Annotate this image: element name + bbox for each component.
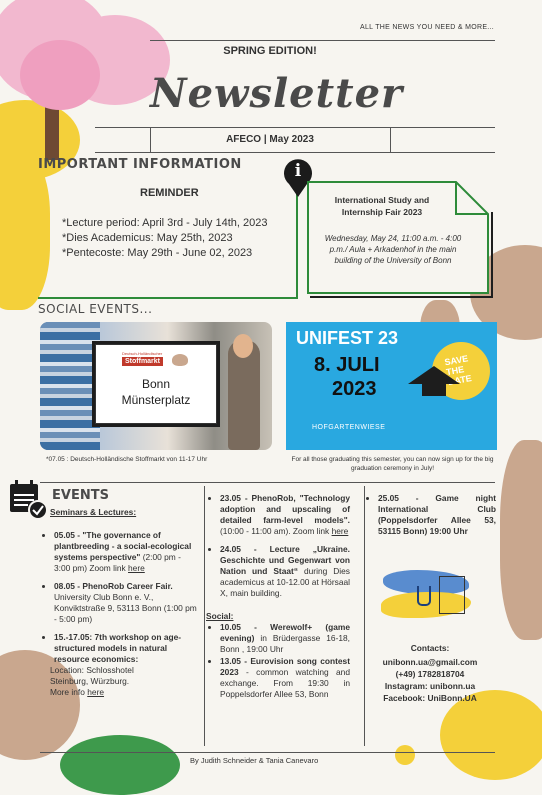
header-rule-top (150, 40, 495, 41)
person-head (233, 334, 253, 358)
header-rule-mid-top (95, 127, 495, 128)
header-rule-mid-bottom (95, 152, 495, 153)
unifest-venue: HOFGARTENWIESE (312, 424, 386, 431)
reminder-title: REMINDER (140, 187, 199, 199)
edition-label: SPRING EDITION! (223, 45, 317, 57)
unifest-date-1: 8. JULI (314, 354, 380, 376)
heart-logo-icon (172, 354, 188, 366)
event-2305: • 23.05 - PhenoRob, "Technology adoption and upscaling of detailed farm-level models". (10:00 - 11:00 am). Zoom link here (220, 493, 350, 537)
event-2505: • 25.05 - Game night International Club (Poppelsdorfer Allee 53, 53115 Bonn) 19:00 Uhr (378, 493, 496, 537)
contacts-heading: Contacts: (410, 643, 450, 653)
unifest-title: UNIFEST 23 (296, 328, 399, 348)
fabric-rolls (40, 322, 100, 450)
events-col-2 (206, 493, 350, 700)
event-1505-location-1: Location: Schlosshotel (50, 665, 134, 675)
ukraine-bonn-logo (377, 562, 477, 630)
contact-facebook: Facebook: UniBonn.UA (383, 693, 477, 703)
event-1305: • 13.05 - Eurovision song contest 2023 - common watching and exchange. From 19:30 in Poppelsdorfer Allee 53, Bonn (220, 656, 350, 700)
event-1005: • 10.05 - Werewolf+ (game evening) in Brüdergasse 16-18, Bonn , 19:00 Uhr (220, 622, 350, 655)
trident-icon (417, 586, 431, 606)
unifest-caption: For all those graduating this semester, you can now sign up for the big graduation ceremony in July! (291, 456, 494, 472)
important-heading: IMPORTANT INFORMATION (38, 157, 242, 172)
issue-label: AFECO | May 2023 (226, 134, 314, 145)
green-hill-bottom (60, 735, 180, 795)
reminder-line-3: *Pentecoste: May 29th - June 02, 2023 (62, 247, 253, 259)
sign-place: Münsterplatz (121, 393, 191, 407)
info-glyph: i (294, 161, 302, 181)
contact-phone: (+49) 1782818704 (395, 669, 465, 679)
fair-body: Wednesday, May 24, 11:00 a.m. - 4:00 p.m./ Aula + Arkadenhof in the main building of the University of Bonn (324, 234, 462, 265)
contacts-block (364, 642, 496, 704)
stoffmarkt-sign (95, 344, 217, 424)
tan-blob-mid-right (500, 440, 542, 640)
badge-text: SAVE THE DATE (443, 353, 473, 388)
unifest-poster (286, 322, 497, 450)
footer-credit: By Judith Schneider & Tania Canevaro (190, 756, 319, 765)
zoom-link-0505[interactable]: here (128, 563, 145, 573)
tagline: ALL THE NEWS YOU NEED & MORE... (360, 24, 495, 31)
events-col-divider-1 (204, 486, 205, 746)
event-1505-more: More info here (50, 687, 105, 697)
seminars-label: Seminars & Lectures: (50, 507, 137, 517)
event-2405: • 24.05 - Lecture „Ukraine. Geschichte und Gegenwart von Nation und Staat“ during Dies academicus at 10-12.00 at Hörsaal X, main building. (220, 544, 350, 599)
building-sketch-icon (439, 576, 465, 614)
fair-card-shadow (310, 296, 493, 298)
header-divider-right (390, 127, 391, 152)
social-heading: SOCIAL EVENTS... (38, 302, 153, 316)
event-1505: • 15.-17.05: 7th workshop on age-structured models in natural resource economics: (54, 632, 198, 665)
event-0805: • 08.05 - PhenoRob Career Fair. University Club Bonn e. V., Konviktstraße 9, 53113 Bonn (1:00 pm - 5:00 pm) (54, 581, 198, 625)
events-col-3 (364, 493, 496, 544)
graduation-cap-base (422, 384, 446, 396)
sign-small-text: Deutsch-Holländischer (122, 351, 163, 356)
yellow-dot-bottom-right (395, 745, 415, 765)
more-info-link[interactable]: here (87, 687, 105, 697)
calendar-check-icon (8, 478, 48, 520)
contact-email: unibonn.ua@gmail.com (382, 657, 478, 667)
reminder-line-2: *Dies Academicus: May 25th, 2023 (62, 232, 233, 244)
event-0505: • 05.05 - "The governance of plantbreeding - a social-ecological systems perspective" (2:00 pm - 3:00 pm) Zoom link here (54, 530, 198, 574)
reminder-line-1: *Lecture period: April 3rd - July 14th, 2023 (62, 217, 268, 229)
events-heading: EVENTS (52, 488, 109, 503)
events-col-1 (40, 530, 198, 698)
fair-card-shadow-right (491, 212, 493, 298)
stoffmarkt-photo (40, 322, 272, 450)
footer-rule (40, 752, 495, 753)
sign-city: Bonn (141, 377, 171, 391)
fair-title: International Study and Internship Fair 2023 (334, 195, 430, 217)
contact-instagram: Instagram: unibonn.ua (384, 681, 476, 691)
events-rule (40, 482, 495, 483)
newsletter-title: Newsletter (150, 70, 404, 117)
blossom-cloud-3 (20, 40, 100, 110)
graduation-cap-icon (408, 366, 460, 384)
event-1505-location-2: Steinburg, Würzburg. (50, 676, 130, 686)
stoffmarkt-caption: *07.05 : Deutsch-Holländische Stoffmarkt von 11-17 Uhr (46, 456, 208, 463)
unifest-date-2: 2023 (332, 378, 377, 400)
zoom-link-2305[interactable]: here (331, 526, 349, 536)
sign-brand: Stoffmarkt (122, 357, 163, 366)
social-label: Social: (206, 611, 234, 621)
